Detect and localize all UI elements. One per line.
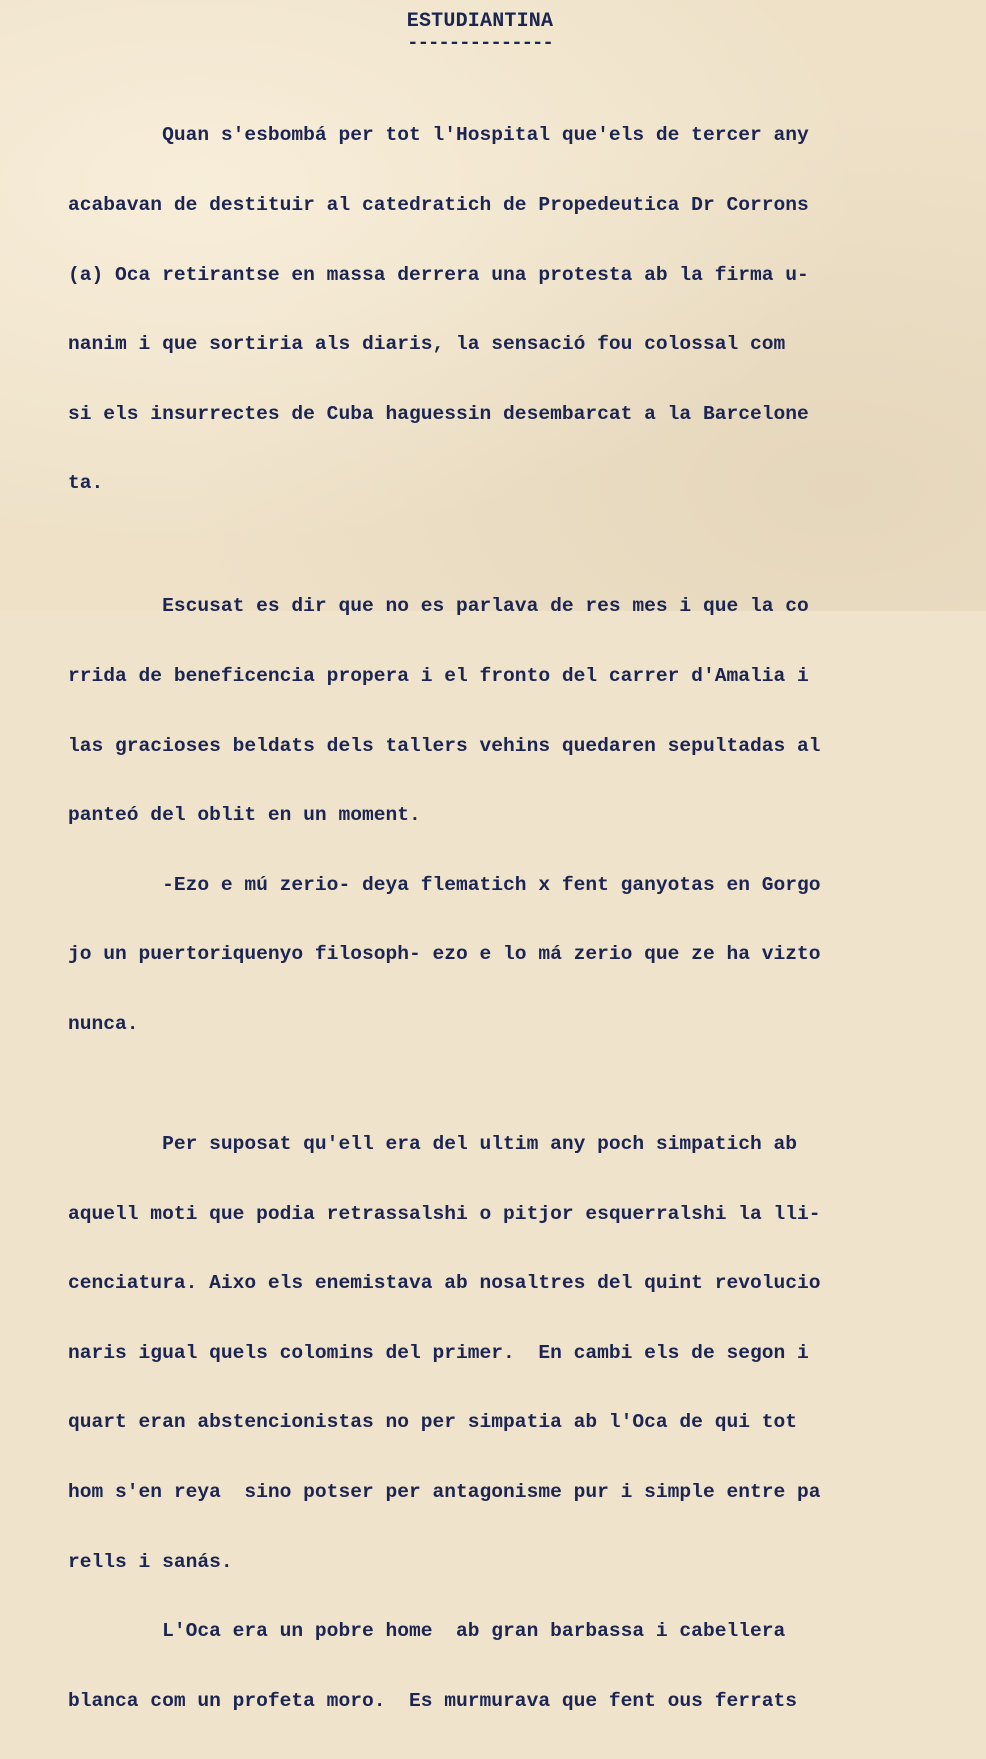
document-body (68, 78, 968, 1759)
text-line: cenciatura. Aixo els enemistava ab nosaltres del quint revolucio (68, 1272, 821, 1295)
text-line: (a) Oca retirantse en massa derrera una protesta ab la firma u- (68, 263, 809, 286)
text-line: L'Oca era un pobre home ab gran barbassa i cabellera (68, 1620, 786, 1643)
title-underline: -------------- (407, 32, 553, 54)
text-line: naris igual quels colomins del primer. En cambi els de segon i (68, 1341, 809, 1364)
text-line: ta. (68, 472, 104, 495)
text-line: blanca com un profeta moro. Es murmurava que fent ous ferrats (68, 1689, 798, 1712)
text-line: Quan s'esbombá per tot l'Hospital que'els de tercer any (68, 124, 809, 147)
text-line: rrida de beneficencia propera i el fronto del carrer d'Amalia i (68, 664, 809, 687)
text-line: nunca. (68, 1012, 139, 1035)
text-line: Per suposat qu'ell era del ultim any poch simpatich ab (68, 1132, 798, 1155)
text-line: hom s'en reya sino potser per antagonisme pur i simple entre pa (68, 1480, 821, 1503)
text-line: Escusat es dir que no es parlava de res mes i que la co (68, 595, 809, 618)
paragraph-gap (68, 542, 968, 549)
paragraph-gap (68, 1083, 968, 1087)
document-title: ESTUDIANTINA (406, 10, 554, 33)
text-line: rells i sanás. (68, 1550, 233, 1573)
text-line: panteó del oblit en un moment. (68, 804, 421, 827)
text-line: aquell moti que podia retrassalshi o pitjor esquerralshi la lli- (68, 1202, 821, 1225)
text-line: si els insurrectes de Cuba haguessin desembarcat a la Barcelone (68, 402, 809, 425)
text-line: las gracioses beldats dels tallers vehins quedaren sepultadas al (68, 734, 821, 757)
text-line: quart eran abstencionistas no per simpatia ab l'Oca de qui tot (68, 1411, 798, 1434)
text-line: -Ezo e mú zerio- deya flematich x fent ganyotas en Gorgo (68, 873, 821, 896)
text-line: jo un puertoriquenyo filosoph- ezo e lo má zerio que ze ha vizto (68, 943, 821, 966)
text-line: acabavan de destituir al catedratich de Propedeutica Dr Corrons (68, 194, 809, 216)
text-line: nanim i que sortiria als diaris, la sensació fou colossal com (68, 333, 786, 356)
